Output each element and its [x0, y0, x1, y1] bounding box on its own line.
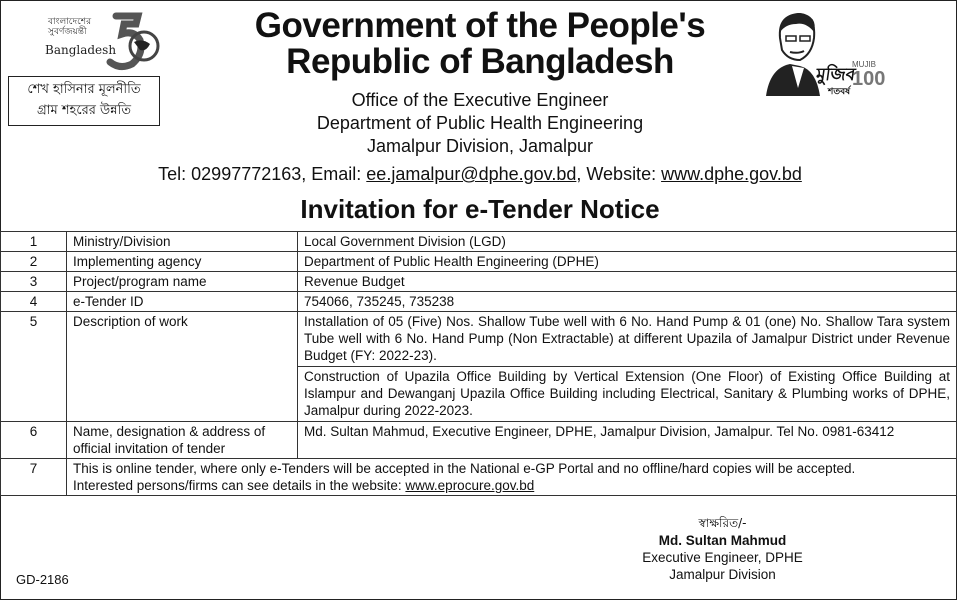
row-value — [67, 459, 957, 496]
row-number: 7 — [1, 459, 67, 496]
row-number: 4 — [1, 292, 67, 312]
table-row — [1, 252, 957, 272]
website-label: , Website: — [576, 164, 662, 184]
work-item-2: Construction of Upazila Office Building by Vertical Extension (One Floor) of Existing Office Building at Islampur and Dewanganj Upazila Office Building including Electrical, Sanitary & Plumbing works of DPHE, Jamalpur during 2022-2023. — [298, 366, 956, 421]
fifty-emblem-icon — [102, 10, 162, 76]
work-item-1: Installation of 05 (Five) Nos. Shallow Tube well with 6 No. Hand Pump & 01 (one) No. Shallow Tara system Tube well with 6 No. Hand Pump (Non Extractable) at different Upazila of Jamalpur District under Revenue Budget (FY: 2022-23). — [304, 314, 950, 363]
row-label: Name, designation & address of official invitation of tender — [67, 422, 298, 459]
table-row — [1, 292, 957, 312]
signatory-designation: Executive Engineer, DPHE — [642, 550, 803, 565]
row-label: Description of work — [67, 312, 298, 422]
row-number: 6 — [1, 422, 67, 459]
motto-line-2: গ্রাম শহরের উন্নতি — [36, 103, 132, 118]
title-line-2: Republic of Bangladesh — [286, 42, 674, 81]
email-label: , Email: — [301, 164, 367, 184]
logo-bangladesh-text: Bangladesh — [45, 43, 117, 57]
tel-number: 02997772163 — [191, 164, 302, 184]
motto-line-1: শেখ হাসিনার মূলনীতি — [27, 82, 141, 97]
signed-mark: স্বাক্ষরিত/- — [698, 516, 747, 530]
signatory-office: Jamalpur Division — [669, 567, 776, 582]
mujib-english-text: MUJIB — [852, 60, 876, 69]
website-link[interactable]: www.dphe.gov.bd — [661, 164, 802, 184]
row-number: 2 — [1, 252, 67, 272]
row-number: 1 — [1, 232, 67, 252]
department-name: Department of Public Health Engineering — [316, 113, 644, 133]
details-note — [73, 477, 950, 494]
row-value: Local Government Division (LGD) — [298, 232, 957, 252]
details-prefix: Interested persons/firms can see details in the website: — [73, 478, 406, 493]
contact-line — [110, 162, 850, 186]
row-label: Project/program name — [67, 272, 298, 292]
row-number: 3 — [1, 272, 67, 292]
row-value — [298, 312, 957, 422]
row-label: e-Tender ID — [67, 292, 298, 312]
signatory-name: Md. Sultan Mahmud — [658, 533, 787, 548]
email-link[interactable]: ee.jamalpur@dphe.gov.bd — [366, 164, 577, 184]
row-value: Department of Public Health Engineering (DPHE) — [298, 252, 957, 272]
signature-block — [620, 515, 825, 583]
table-row — [1, 272, 957, 292]
row-value: Revenue Budget — [298, 272, 957, 292]
mujib-bangla-subtext: শতবর্ষ — [828, 87, 851, 97]
logo-bangla-text: বাংলাদেশের সুবর্ণজয়ন্তী — [48, 16, 92, 36]
tender-table — [0, 231, 957, 496]
mujib-100-number: 100 — [852, 68, 886, 90]
mujib-bangla-text: মুজিব — [814, 65, 857, 85]
table-row — [1, 312, 957, 422]
row-value: 754066, 735245, 735238 — [298, 292, 957, 312]
table-row — [1, 459, 957, 496]
row-number: 5 — [1, 312, 67, 422]
table-row — [1, 422, 957, 459]
office-name: Office of the Executive Engineer — [351, 90, 609, 110]
row-value: Md. Sultan Mahmud, Executive Engineer, DPHE, Jamalpur Division, Jamalpur. Tel No. 0981-63412 — [298, 422, 957, 459]
row-label: Ministry/Division — [67, 232, 298, 252]
tel-label: Tel: — [158, 164, 192, 184]
eprocure-link[interactable]: www.eprocure.gov.bd — [405, 478, 535, 493]
title-line-1: Government of the People's — [254, 6, 706, 45]
online-tender-note: This is online tender, where only e-Tenders will be accepted in the National e-GP Portal and no offline/hard copies will be accepted. — [73, 461, 856, 476]
gd-code: GD-2186 — [16, 572, 69, 587]
notice-title: Invitation for e-Tender Notice — [300, 194, 660, 224]
golden-jubilee-logo — [20, 10, 160, 76]
mujib-100-logo — [760, 8, 886, 97]
table-row — [1, 232, 957, 252]
division-name: Jamalpur Division, Jamalpur — [366, 136, 594, 156]
row-label: Implementing agency — [67, 252, 298, 272]
motto-box — [8, 76, 160, 126]
page-title — [210, 8, 750, 80]
